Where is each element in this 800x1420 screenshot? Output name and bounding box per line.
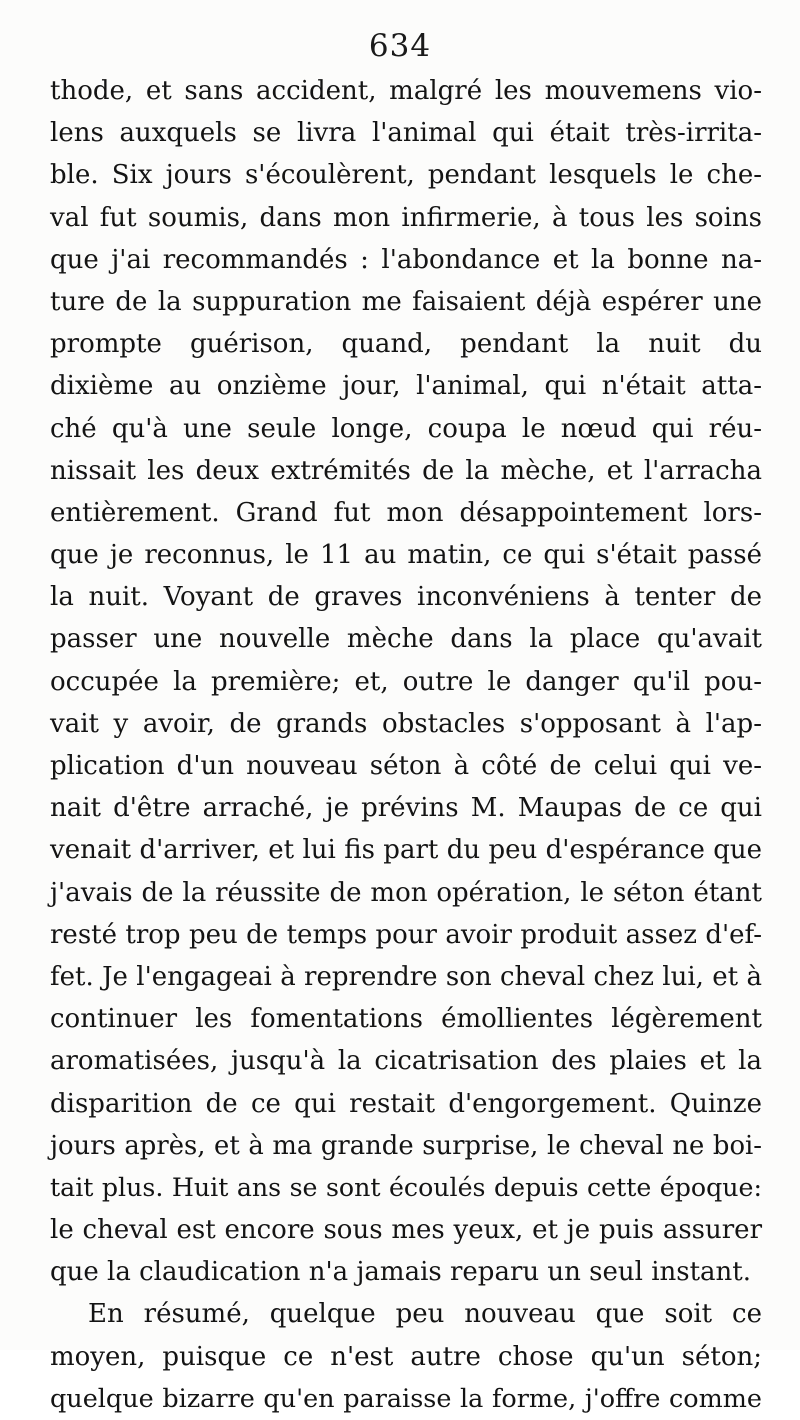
text-line: thode, et sans accident, malgré les mouvemens vio- xyxy=(50,76,762,106)
text-line: entièrement. Grand fut mon désappointement lors- xyxy=(50,497,762,528)
text-line: tait plus. Huit ans se sont écoulés depuis cette époque: xyxy=(50,1172,762,1202)
page-number: 634 xyxy=(368,28,432,64)
text-line: val fut soumis, dans mon infirmerie, à tous les soins xyxy=(50,202,762,233)
text-line: prompte guérison, quand, pendant la nuit du xyxy=(50,329,762,360)
text-line: dixième au onzième jour, l'animal, qui n'était atta- xyxy=(50,371,762,402)
text-line: que je reconnus, le 11 au matin, ce qui s'était passé xyxy=(50,540,762,571)
text-line: la nuit. Voyant de graves inconvéniens à tenter de xyxy=(50,582,762,613)
text-line: quelque bizarre qu'en paraisse la forme, j'offre comme xyxy=(50,1383,762,1414)
text-line: aromatisées, jusqu'à la cicatrisation des plaies et la xyxy=(50,1046,762,1077)
text-line: plication d'un nouveau séton à côté de celui qui ve- xyxy=(50,751,762,781)
text-line: jours après, et à ma grande surprise, le cheval ne boi- xyxy=(50,1130,762,1161)
text-line: occupée la première; et, outre le danger qu'il pou- xyxy=(50,666,762,697)
text-line: resté trop peu de temps pour avoir produit assez d'ef- xyxy=(50,919,762,950)
text-line: vait y avoir, de grands obstacles s'opposant à l'ap- xyxy=(50,708,762,739)
body-text xyxy=(50,70,762,1420)
text-line: le cheval est encore sous mes yeux, et je puis assurer xyxy=(50,1215,762,1246)
text-line: j'avais de la réussite de mon opération, le séton étant xyxy=(50,877,762,908)
paragraph-end-line: que la claudication n'a jamais reparu un seul instant. xyxy=(50,1257,752,1288)
text-line: lens auxquels se livra l'animal qui était très-irrita- xyxy=(50,118,762,149)
paragraph-start-line: En résumé, quelque peu nouveau que soit ce xyxy=(88,1299,762,1330)
text-line: ché qu'à une seule longe, coupa le nœud qui réu- xyxy=(50,413,762,444)
text-line: passer une nouvelle mèche dans la place qu'avait xyxy=(50,624,762,655)
text-line: ble. Six jours s'écoulèrent, pendant lesquels le che- xyxy=(50,160,762,191)
text-line: moyen, puisque ce n'est autre chose qu'un séton; xyxy=(50,1341,762,1372)
text-line: disparition de ce qui restait d'engorgement. Quinze xyxy=(50,1088,762,1119)
text-line: venait d'arriver, et lui fis part du peu d'espérance que xyxy=(50,835,762,866)
text-line: nissait les deux extrémités de la mèche, et l'arracha xyxy=(50,455,762,486)
text-line: que j'ai recommandés : l'abondance et la bonne na- xyxy=(50,244,762,275)
text-line: continuer les fomentations émollientes légèrement xyxy=(50,1004,762,1035)
text-line: fet. Je l'engageai à reprendre son cheval chez lui, et à xyxy=(50,961,762,992)
text-line: ture de la suppuration me faisaient déjà espérer une xyxy=(50,286,762,317)
text-line: nait d'être arraché, je prévins M. Maupas de ce qui xyxy=(50,793,762,824)
